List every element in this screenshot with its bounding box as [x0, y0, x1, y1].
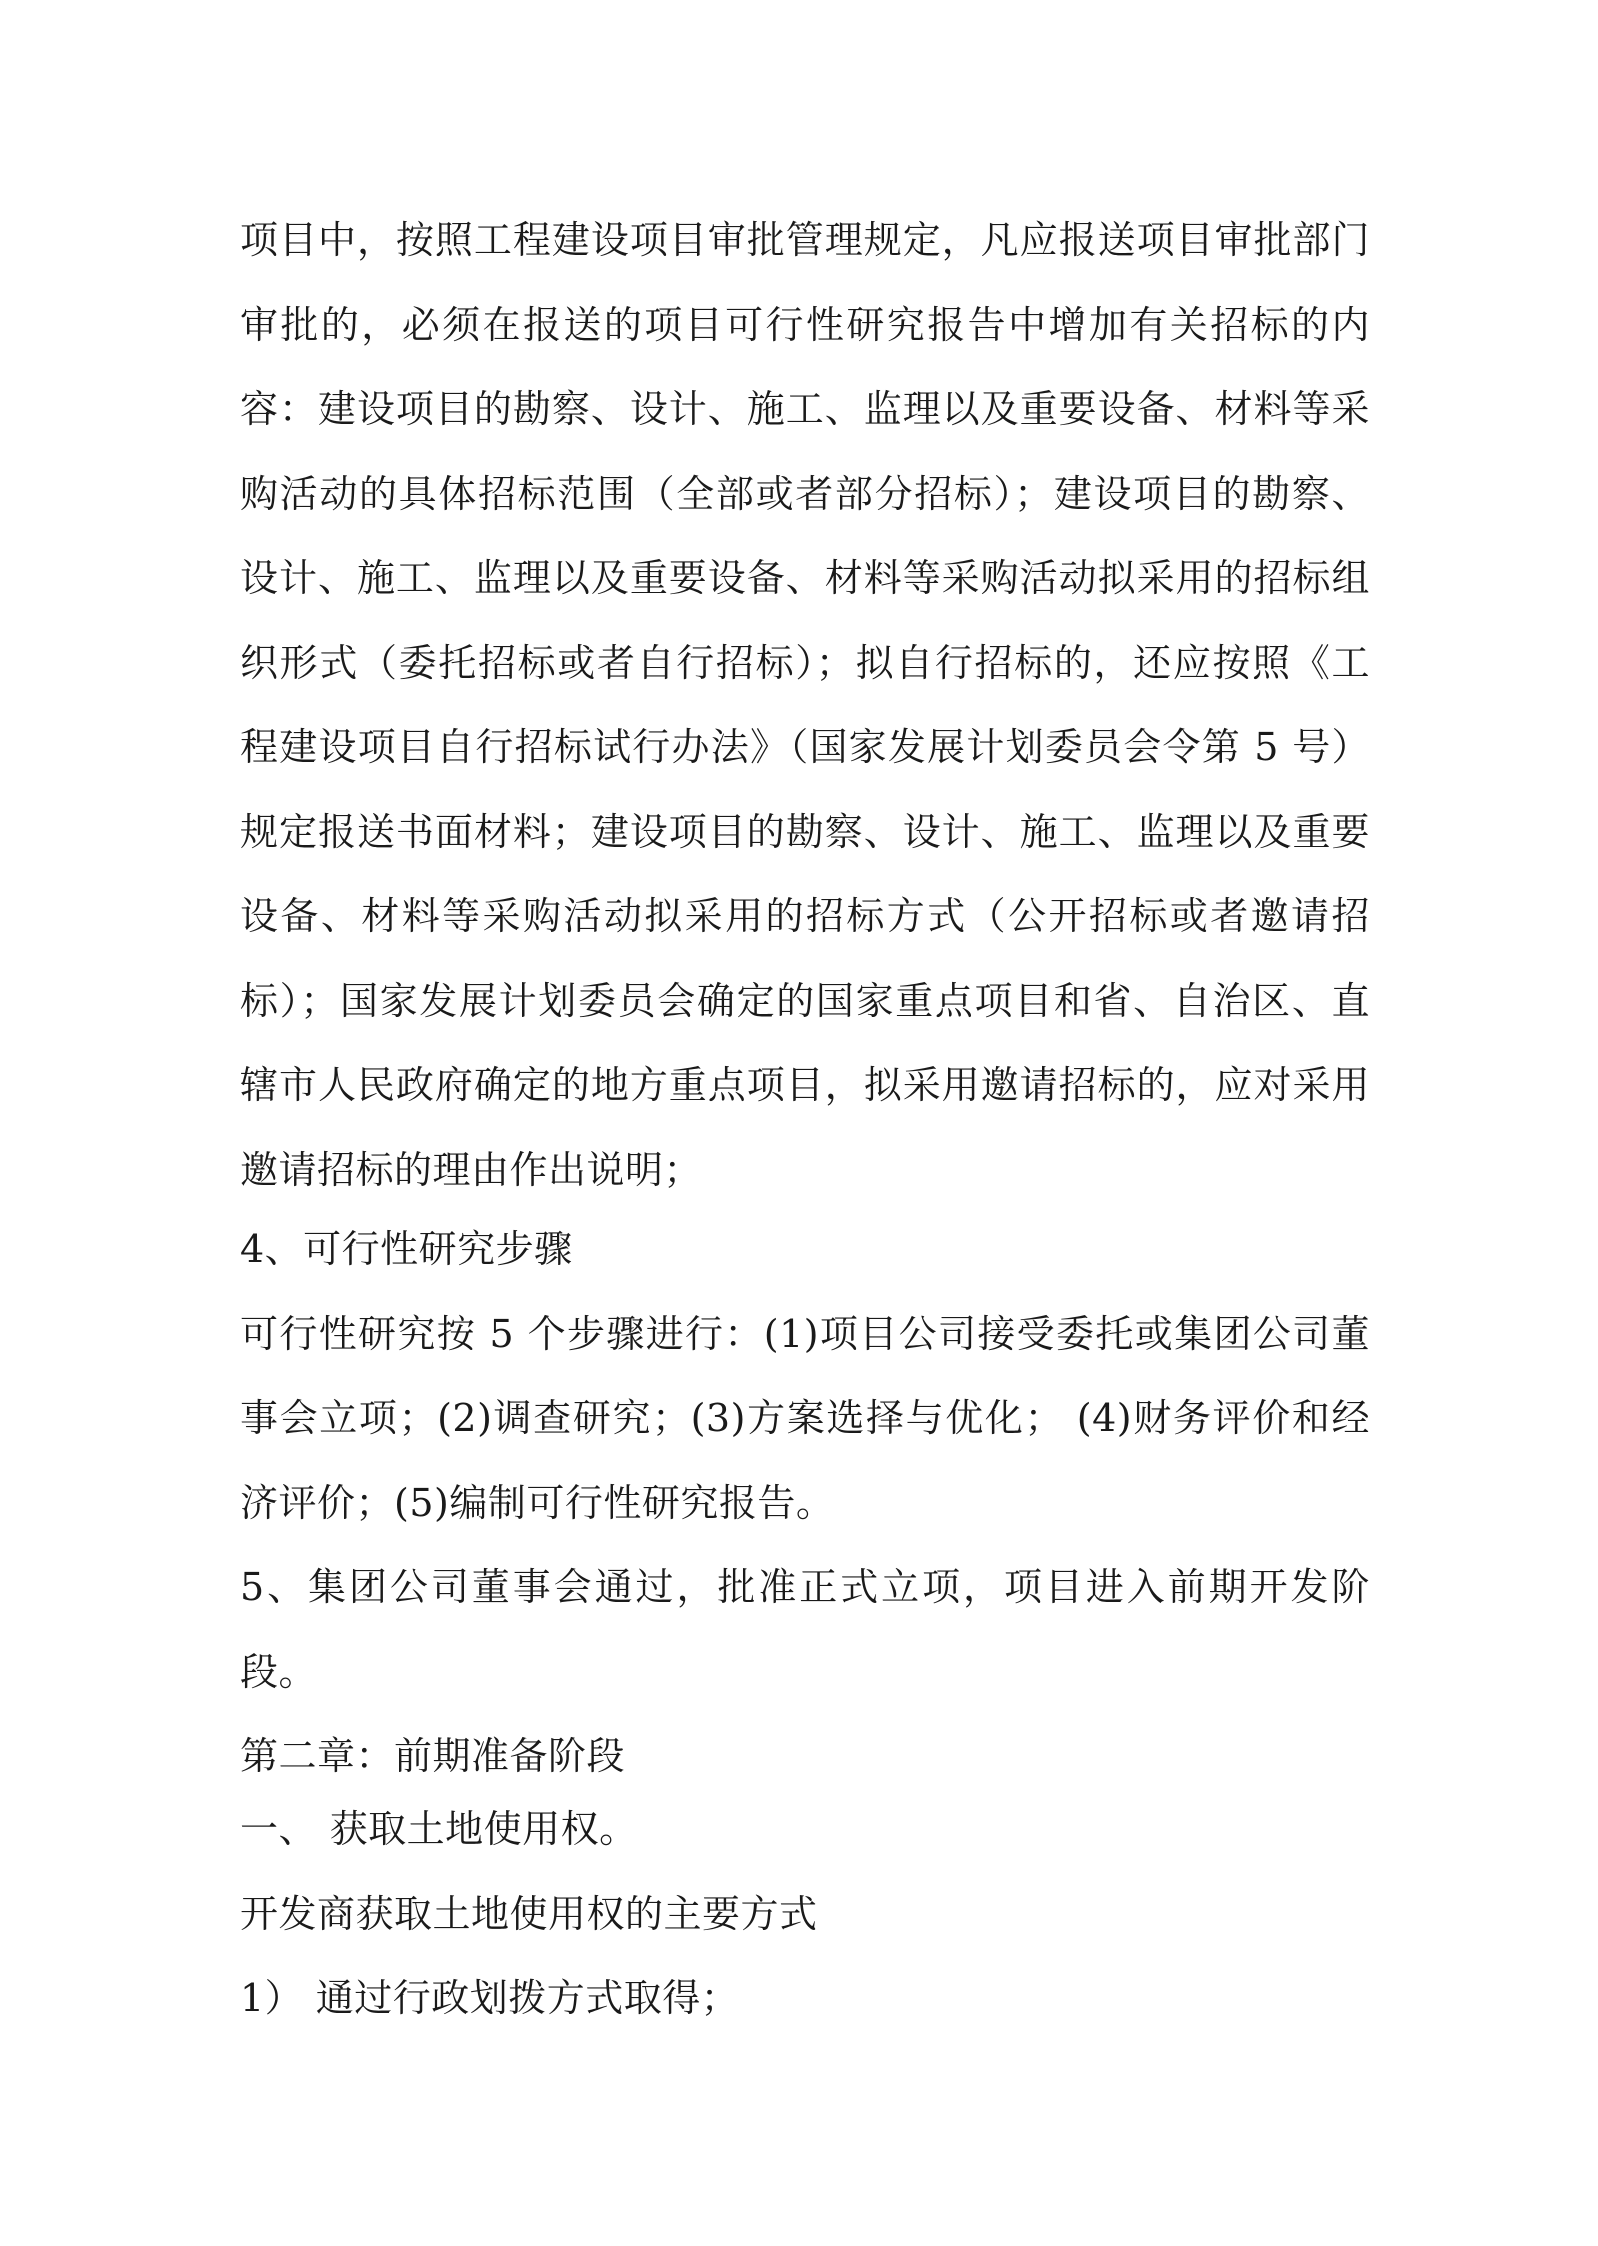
paragraph-tendering-requirements: 项目中，按照工程建设项目审批管理规定，凡应报送项目审批部门审批的，必须在报送的项目可行性研究报告中增加有关招标的内容：建设项目的勘察、设计、施工、监理以及重要设备、材料等采购活动的具体招标范围（全部或者部分招标）；建设项目的勘察、设计、施工、监理以及重要设备、材料等采购活动拟采用的招标组织形式（委托招标或者自行招标）；拟自行招标的，还应按照《工程建设项目自行招标试行办法》（国家发展计划委员会令第 5 号）规定报送书面材料；建设项目的勘察、设计、施工、监理以及重要设备、材料等采购活动拟采用的招标方式（公开招标或者邀请招标）；国家发展计划委员会确定的国家重点项目和省、自治区、直辖市人民政府确定的地方重点项目，拟采用邀请招标的，应对采用邀请招标的理由作出说明； [240, 218, 1370, 1192]
paragraph-board-approval: 5、集团公司董事会通过，批准正式立项，项目进入前期开发阶段。 [240, 1565, 1370, 1694]
chapter-heading: 第二章：前期准备阶段 [240, 1734, 626, 1778]
text-block-tendering-requirements [240, 198, 1370, 1212]
list-item-administrative-allocation: 1） 通过行政划拨方式取得； [240, 1976, 740, 2020]
section-heading-land-use-rights: 一、 获取土地使用权。 [240, 1807, 638, 1851]
paragraph-feasibility-steps: 可行性研究按 5 个步骤进行：(1)项目公司接受委托或集团公司董事会立项；(2)调查研究；(3)方案选择与优化； (4)财务评价和经济评价；(5)编制可行性研究报告。 [240, 1311, 1370, 1525]
heading-feasibility-steps: 4、可行性研究步骤 [240, 1227, 573, 1271]
text-block-feasibility-steps [240, 1207, 1370, 1799]
text-block-land-use-rights [240, 1787, 1370, 2041]
subheading-acquisition-methods: 开发商获取土地使用权的主要方式 [240, 1891, 818, 1936]
